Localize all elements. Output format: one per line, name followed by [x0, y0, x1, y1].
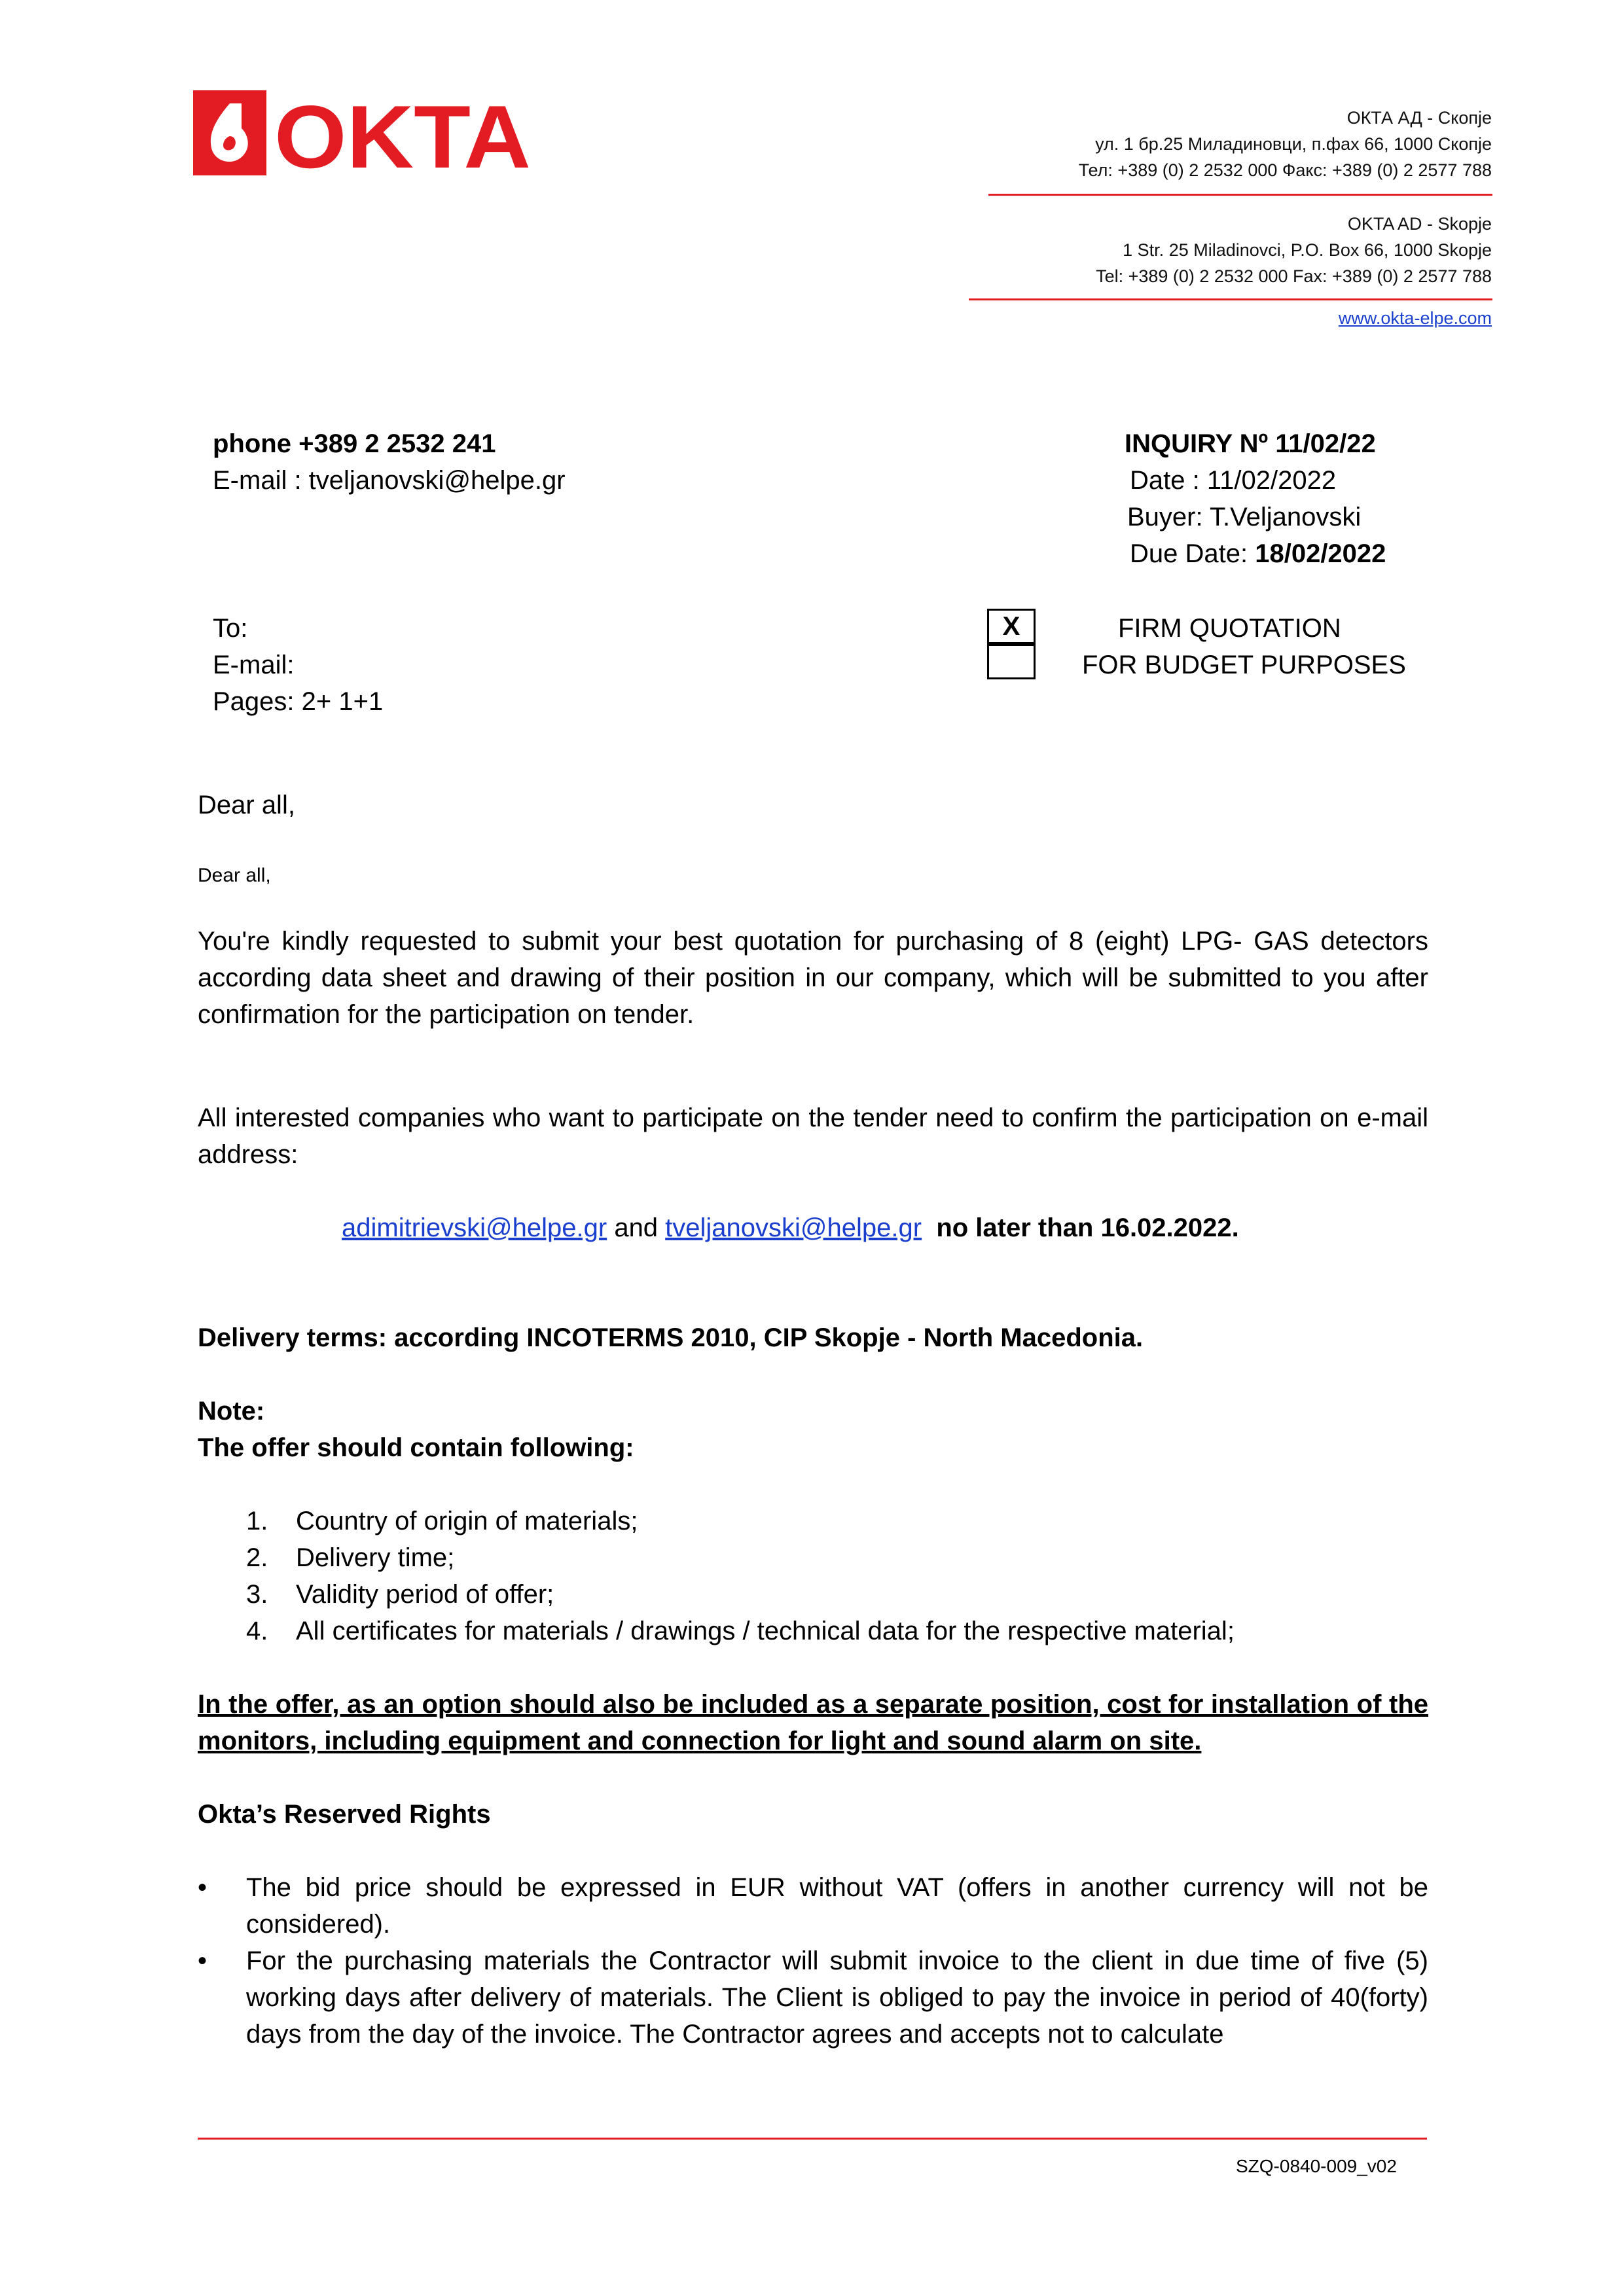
greeting-large: Dear all, — [198, 791, 295, 819]
delivery-terms: Delivery terms: according INCOTERMS 2010, CIP Skopje - North Macedonia. — [198, 1323, 1144, 1352]
email-link-adimitrievski[interactable]: adimitrievski@helpe.gr — [342, 1213, 607, 1242]
header-divider-en — [969, 298, 1492, 300]
request-paragraph: You're kindly requested to submit your best quotation for purchasing of 8 (eight) LPG- GAS detectors according data sheet and drawing of their position in our company, which will be submitted to you after confirmation for the participation on tender. — [198, 927, 1428, 1029]
due-date-label: Due Date: — [1130, 539, 1255, 568]
firm-quotation-checkbox[interactable]: X — [987, 609, 1036, 644]
and-text: and — [607, 1213, 666, 1242]
greeting-small: Dear all, — [198, 865, 271, 886]
firm-quotation-label: FIRM QUOTATION — [1118, 614, 1341, 643]
offer-contents-label: The offer should contain following: — [198, 1433, 634, 1462]
offer-item: 4. All certificates for materials / drawings / technical data for the respective material; — [246, 1617, 1235, 1645]
budget-purposes-label: FOR BUDGET PURPOSES — [1082, 651, 1406, 679]
address-en: 1 Str. 25 Miladinovci, P.O. Box 66, 1000 Skopje — [1123, 240, 1492, 260]
inquiry-due-date — [1130, 535, 1386, 572]
document-code: SZQ-0840-009_v02 — [1236, 2156, 1397, 2176]
header-address-en — [1096, 211, 1492, 289]
recipient-pages: Pages: 2+ 1+1 — [213, 687, 384, 716]
header-divider-mk — [988, 194, 1492, 196]
header-address-mk — [1079, 105, 1492, 183]
okta-logo — [193, 90, 533, 175]
rights-item: • The bid price should be expressed in EUR without VAT (offers in another currency will not be considered). — [198, 1873, 1428, 1939]
logo-text: OKTA — [274, 90, 531, 175]
inquiry-buyer: Buyer: T.Veljanovski — [1127, 503, 1362, 531]
footer-divider — [198, 2138, 1427, 2140]
website-link[interactable]: www.okta-elpe.com — [1338, 308, 1492, 328]
contact-email: E-mail : tveljanovski@helpe.gr — [213, 466, 566, 495]
reserved-rights-title: Okta’s Reserved Rights — [198, 1800, 491, 1829]
phones-mk: Тел: +389 (0) 2 2532 000 Факс: +389 (0) 2 2577 788 — [1078, 160, 1492, 180]
confirmation-emails — [342, 1210, 1239, 1246]
confirm-paragraph: All interested companies who want to participate on the tender need to confirm the participation on e-mail address: — [198, 1103, 1428, 1169]
company-name-mk: ОКТА АД - Скопје — [1346, 108, 1492, 128]
recipient-email: E-mail: — [213, 651, 295, 679]
due-date-value: 18/02/2022 — [1255, 539, 1386, 568]
contact-phone: phone +389 2 2532 241 — [213, 429, 496, 458]
email-link-tveljanovski[interactable]: tveljanovski@helpe.gr — [665, 1213, 922, 1242]
address-mk: ул. 1 бр.25 Миладиновци, п.фах 66, 1000 Скопје — [1095, 134, 1492, 154]
note-label: Note: — [198, 1397, 265, 1426]
company-name-en: OKTA AD - Skopje — [1347, 214, 1492, 234]
inquiry-number: INQUIRY Nº 11/02/22 — [1125, 429, 1376, 458]
budget-purposes-checkbox[interactable] — [987, 644, 1036, 679]
inquiry-date: Date : 11/02/2022 — [1130, 466, 1337, 495]
offer-item: 2. Delivery time; — [246, 1543, 455, 1572]
recipient-to: To: — [213, 614, 248, 643]
phones-en: Tel: +389 (0) 2 2532 000 Fax: +389 (0) 2 2577 788 — [1096, 266, 1492, 286]
offer-item: 1. Country of origin of materials; — [246, 1507, 638, 1535]
deadline-text: no later than 16.02.2022. — [922, 1213, 1239, 1242]
rights-item: • For the purchasing materials the Contractor will submit invoice to the client in due time of five (5) working days after delivery of materials. The Client is obliged to pay the invoice in period of 40(forty) days from the day of the invoice. The Contractor agrees and accepts not to calculate — [198, 1946, 1428, 2049]
offer-item: 3. Validity period of offer; — [246, 1580, 554, 1609]
installation-option-note: In the offer, as an option should also be included as a separate position, cost for installation of the monitors, including equipment and connection for light and sound alarm on site. — [198, 1690, 1428, 1755]
